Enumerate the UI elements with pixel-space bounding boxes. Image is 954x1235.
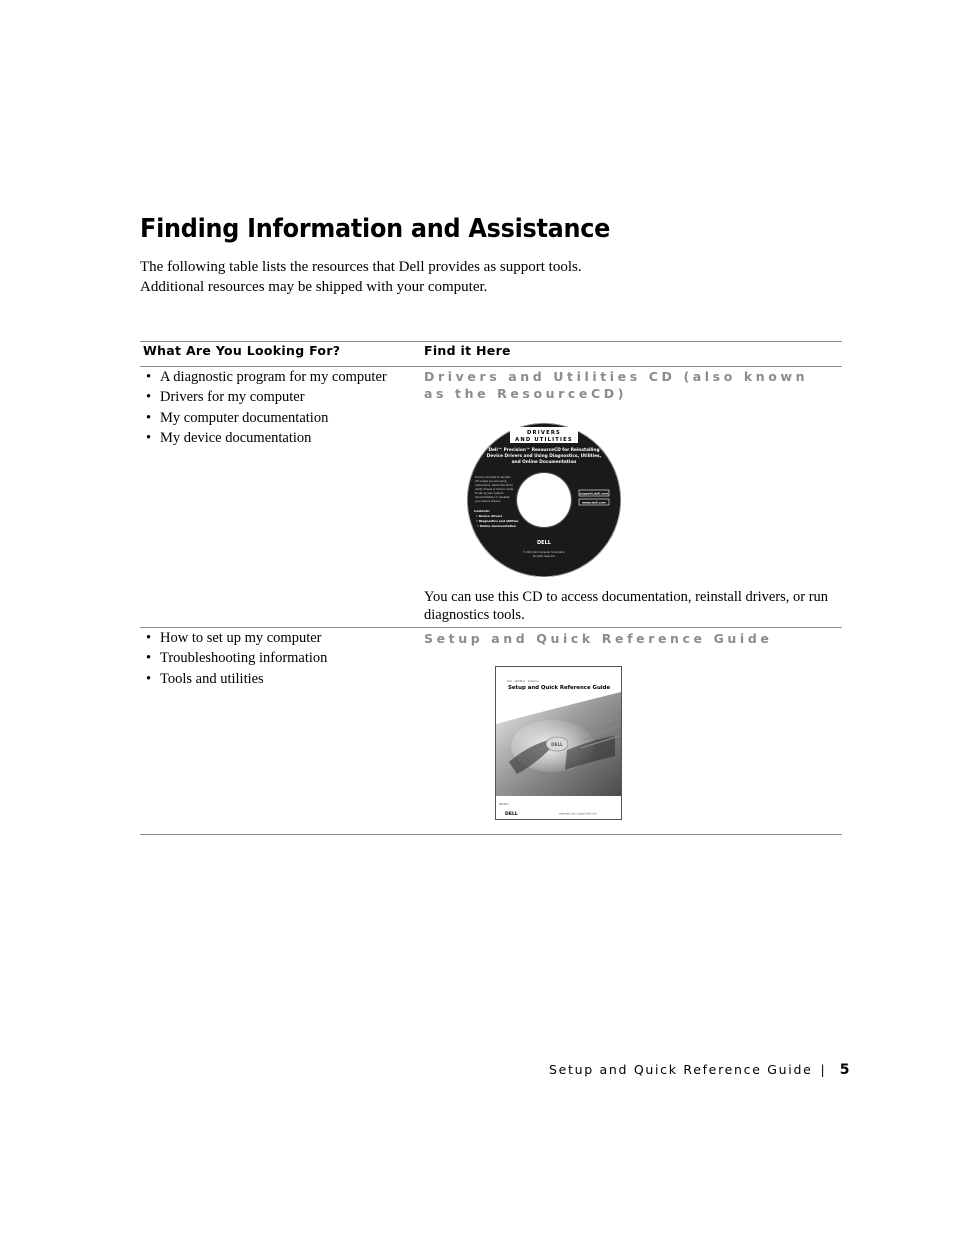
svg-text:• Device drivers: • Device drivers: [476, 514, 503, 518]
svg-text:Contents:: Contents:: [474, 509, 490, 513]
page-number: 5: [839, 1062, 850, 1078]
dell-logo: DELL: [537, 540, 551, 546]
resource-title-drivers-cd: Drivers and Utilities CD (also known as the ResourceCD): [424, 369, 809, 401]
list-item: • A diagnostic program for my computer: [146, 367, 387, 387]
intro-line-1: The following table lists the resources that Dell provides as support tools.: [140, 259, 582, 275]
table-bottom-rule: [140, 834, 842, 835]
dell-logo: DELL: [505, 812, 518, 817]
list-item: • Drivers for my computer: [146, 387, 387, 407]
setup-guide-cover-image: [495, 666, 622, 820]
cd-header-line-1: DRIVERS: [527, 430, 561, 436]
column-header-find-it-here: Find it Here: [424, 343, 511, 358]
cd-link-support: support.dell.com: [579, 491, 609, 496]
cd-title-line-1: Dell™ Precision™ ResourceCD for Reinstalling: [488, 448, 600, 453]
cd-title-line-3: and Online Documentation: [511, 460, 577, 465]
guide-small-text: Dell · OptiPlex · Systems: [507, 680, 539, 683]
intro-line-2: Additional resources may be shipped with your computer.: [140, 279, 488, 295]
svg-text:your device drivers.: your device drivers.: [475, 500, 501, 503]
list-item: • Troubleshooting information: [146, 648, 327, 668]
list-item: • How to set up my computer: [146, 628, 327, 648]
svg-text:to set up your system: to set up your system: [475, 492, 504, 495]
list-item: • My device documentation: [146, 428, 387, 448]
svg-text:CD unless you are using: CD unless you are using: [475, 480, 507, 483]
row-2-items: [146, 628, 327, 689]
svg-text:instructions. Check the CD to: instructions. Check the CD to: [475, 484, 513, 487]
cd-title-line-2: Device Drivers and Using Diagnostics, Utilities,: [486, 454, 602, 459]
intro-paragraph: [140, 257, 740, 297]
drivers-utilities-cd-image: [466, 422, 622, 578]
svg-text:• Online documentation: • Online documentation: [477, 524, 516, 528]
row-1-items: [146, 367, 387, 448]
cd-copyright-line-2: All rights reserved.: [532, 555, 556, 558]
guide-part-number: 9R0401: [499, 803, 509, 806]
guide-cover-title: Setup and Quick Reference Guide: [508, 685, 611, 691]
guide-bottom-text: www.dell.com | support.dell.com: [559, 812, 597, 816]
list-item: • My computer documentation: [146, 408, 387, 428]
page-footer: [549, 1062, 849, 1078]
resource-title-setup-guide: Setup and Quick Reference Guide: [424, 631, 773, 646]
cd-copyright-line-1: © 2001 Dell Computer Corporation: [522, 551, 566, 554]
svg-text:verify drivers or tools in ord: verify drivers or tools in order: [475, 488, 514, 491]
footer-guide-name: Setup and Quick Reference Guide: [549, 1062, 813, 1077]
footer-separator: |: [820, 1062, 825, 1077]
table-top-rule: [140, 341, 842, 342]
page-title: Finding Information and Assistance: [140, 214, 611, 244]
list-item: • Tools and utilities: [146, 669, 327, 689]
guide-photo-logo-icon: DELL: [551, 742, 563, 747]
cd-header-line-2: AND UTILITIES: [515, 437, 573, 443]
column-header-looking-for: What Are You Looking For?: [143, 343, 341, 358]
drivers-cd-description: You can use this CD to access documentation, reinstall drivers, or run diagnostics tools.: [424, 589, 829, 623]
svg-text:You do not need to use this: You do not need to use this: [475, 476, 511, 479]
svg-text:documentation or reinstall: documentation or reinstall: [475, 496, 510, 499]
cd-link-www: www.dell.com: [582, 500, 606, 505]
svg-text:• Diagnostics and utilities: • Diagnostics and utilities: [476, 519, 519, 523]
